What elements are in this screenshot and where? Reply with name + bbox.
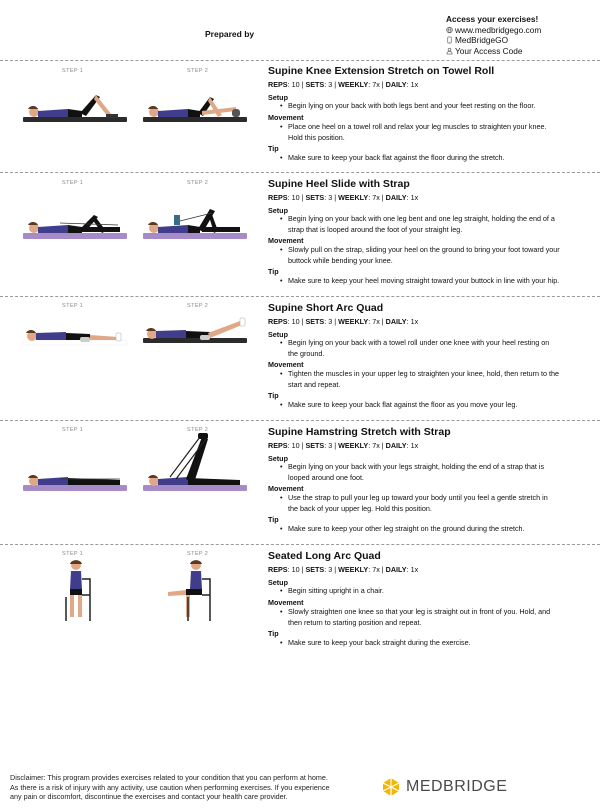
exercise-title: Supine Hamstring Stretch with Strap (268, 426, 451, 438)
website-link[interactable]: www.medbridgego.com (455, 24, 542, 35)
exercise-title: Supine Short Arc Quad (268, 302, 384, 314)
step2-image (140, 313, 250, 349)
step1-image (20, 319, 130, 349)
movement-heading: Movement (268, 484, 304, 493)
exercise-card (0, 420, 600, 544)
page-header (0, 0, 600, 60)
step1-label: STEP 1 (62, 303, 84, 309)
setup-text: • Begin sitting upright in a chair. (288, 586, 594, 597)
step2-image (140, 431, 250, 495)
exercise-title: Supine Heel Slide with Strap (268, 178, 410, 190)
setup-text: • Begin lying on your back with one leg bent and one leg straight, holding the end of a strap that is looped around the foot of your straight leg. (288, 214, 594, 235)
access-info (446, 14, 541, 56)
user-icon (446, 47, 453, 55)
step1-label: STEP 1 (62, 68, 84, 74)
step1-image (56, 559, 96, 625)
tip-text: • Make sure to keep your other leg straight on the ground during the stretch. (288, 524, 594, 535)
medbridge-logo (381, 777, 507, 797)
movement-text: • Use the strap to pull your leg up toward your body until you feel a gentle stretch in the back of your upper leg. Hold this position. (288, 493, 594, 514)
step2-image (140, 195, 250, 243)
movement-heading: Movement (268, 113, 304, 122)
exercise-dosage: REPS: 10 | SETS: 3 | WEEKLY: 7x | DAILY: 1x (268, 565, 419, 574)
step1-label: STEP 1 (62, 427, 84, 433)
exercise-dosage: REPS: 10 | SETS: 3 | WEEKLY: 7x | DAILY: 1x (268, 80, 419, 89)
setup-heading: Setup (268, 454, 288, 463)
step1-image (20, 203, 130, 243)
setup-heading: Setup (268, 206, 288, 215)
access-title: Access your exercises! (446, 14, 539, 24)
medbridge-logo-icon (381, 777, 401, 797)
setup-heading: Setup (268, 330, 288, 339)
exercise-title: Supine Knee Extension Stretch on Towel Roll (268, 65, 495, 77)
page-footer (0, 773, 600, 808)
phone-icon (446, 36, 453, 44)
exercise-dosage: REPS: 10 | SETS: 3 | WEEKLY: 7x | DAILY: 1x (268, 441, 419, 450)
movement-text: • Tighten the muscles in your upper leg to straighten your knee, hold, then return to the start and repeat. (288, 369, 594, 390)
step2-label: STEP 2 (187, 180, 209, 186)
step2-label: STEP 2 (187, 427, 209, 433)
disclaimer-text: Disclaimer: This program provides exercises related to your condition that you can perform at home. As there is a risk of injury with any activity, use caution when performing exercises. If you experience any pain or discomfort, discontinue the exercises and contact your health care provider. (10, 773, 330, 801)
tip-text: • Make sure to keep your back flat against the floor during the stretch. (288, 153, 594, 164)
movement-text: • Slowly straighten one knee so that your leg is straight out in front of you. Hold, and then return to starting position and repeat. (288, 607, 594, 628)
tip-heading: Tip (268, 629, 279, 638)
prepared-by-label: Prepared by (205, 29, 255, 39)
tip-heading: Tip (268, 515, 279, 524)
step1-image (20, 87, 130, 125)
step2-image (164, 559, 216, 625)
setup-text: • Begin lying on your back with a towel roll under one knee with your heel resting on the ground. (288, 338, 594, 359)
tip-heading: Tip (268, 267, 279, 276)
access-code-label: Your Access Code (455, 45, 523, 56)
exercise-title: Seated Long Arc Quad (268, 550, 381, 562)
tip-text: • Make sure to keep your back flat against the floor as you move your leg. (288, 400, 594, 411)
step2-label: STEP 2 (187, 551, 209, 557)
step2-label: STEP 2 (187, 303, 209, 309)
step2-image (140, 87, 250, 125)
movement-heading: Movement (268, 360, 304, 369)
movement-text: • Slowly pull on the strap, sliding your heel on the ground to bring your foot toward your buttock while bending your knee. (288, 245, 594, 266)
tip-text: • Make sure to keep your back straight during the exercise. (288, 638, 594, 649)
setup-heading: Setup (268, 93, 288, 102)
exercise-dosage: REPS: 10 | SETS: 3 | WEEKLY: 7x | DAILY: 1x (268, 317, 419, 326)
step2-label: STEP 2 (187, 68, 209, 74)
tip-heading: Tip (268, 144, 279, 153)
setup-text: • Begin lying on your back with your legs straight, holding the end of a strap that is looped around one foot. (288, 462, 594, 483)
movement-heading: Movement (268, 598, 304, 607)
exercise-card (0, 172, 600, 296)
tip-heading: Tip (268, 391, 279, 400)
step1-label: STEP 1 (62, 551, 84, 557)
movement-text: • Place one heel on a towel roll and relax your leg muscles to straighten your knee. Hold this position. (288, 122, 594, 143)
setup-heading: Setup (268, 578, 288, 587)
tip-text: • Make sure to keep your heel moving straight toward your buttock in line with your hip. (288, 276, 594, 287)
step1-image (20, 465, 130, 495)
exercise-dosage: REPS: 10 | SETS: 3 | WEEKLY: 7x | DAILY: 1x (268, 193, 419, 202)
movement-heading: Movement (268, 236, 304, 245)
step1-label: STEP 1 (62, 180, 84, 186)
exercise-card (0, 296, 600, 420)
exercise-card (0, 544, 600, 654)
globe-icon (446, 26, 453, 34)
setup-text: • Begin lying on your back with both legs bent and your feet resting on the floor. (288, 101, 594, 112)
logo-text: MEDBRIDGE (406, 778, 508, 795)
app-name: MedBridgeGO (455, 35, 509, 45)
exercise-card (0, 60, 600, 172)
